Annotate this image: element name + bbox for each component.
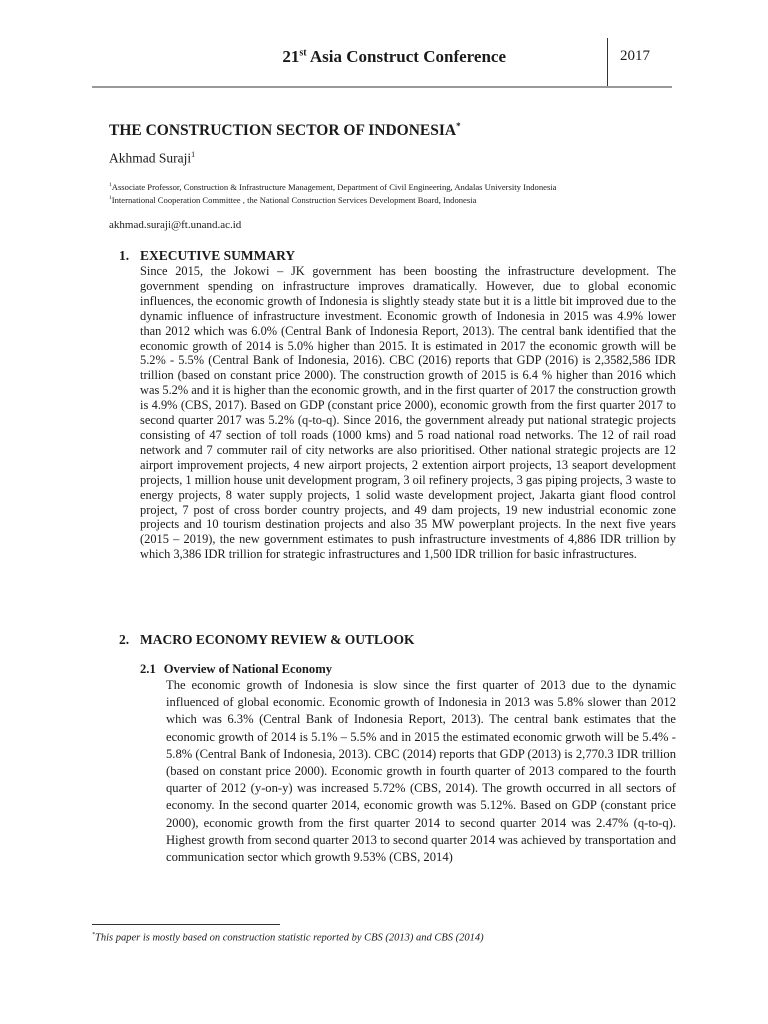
affiliation-2 (109, 195, 476, 205)
conference-title (282, 47, 506, 67)
national-economy-body: The economic growth of Indonesia is slow since the first quarter of 2013 due to the dynamic influenced of global economic. Economic growth of Indonesia in 2013 was 5.8% slower than 2012 which was 6.3% (Central Bank of Indonesia Report, 2013). The central bank estimates that the economic growth of 2014 is 5.1% – 5.5% and in 2015 the estimated economic grwoth will be 5.4% - 5.8% (Central Bank of Indonesia, 2013). CBC (2014) reports that GDP (2013) is 2,770.3 IDR trillion (based on constant price 2000). Economic growth in fourth quarter of 2013 compared to the fourth quarter of 2012 (y-on-y) was increased 5.72% (CBS, 2014). The growth occurred in all sectors of economy. In the second quarter 2014, economic growth was 5.12%. Based on GDP (constant price 2000), economic growth from the first quarter 2014 to second quarter 2014 was 2.47% (q-to-q). Highest growth from second quarter 2013 to second quarter 2014 was achieved by transportation and communication sector which growth 9.53% (CBS, 2014) (166, 678, 676, 865)
footnote-mark: * (92, 932, 95, 938)
conference-name: Asia Construct Conference (306, 47, 506, 66)
footnote-rule (92, 924, 280, 925)
section-number: 1. (119, 248, 130, 263)
affiliation-mark: 1 (109, 182, 112, 189)
author-affiliation-mark: 1 (191, 150, 196, 159)
affiliation-mark: 1 (109, 195, 112, 202)
author-name: Akhmad Suraji (109, 150, 192, 166)
conference-year: 2017 (620, 48, 650, 64)
affiliation-text: International Cooperation Committee , the National Construction Services Development Board, Indonesia (111, 195, 477, 205)
conference-number-suffix: st (299, 47, 307, 59)
paper-title (109, 121, 461, 140)
executive-summary-body: Since 2015, the Jokowi – JK government has been boosting the infrastructure development. The government spending on infrastructure improves dramatically. However, due to global economic influences, the economic growth of Indonesia is slightly steady state but it is a little bit improved due to the dynamic influence of infrastructure investment. Economic growth of Indonesia in 2015 was 4.9% lower than 2012 which was 6.0% (Central Bank of Indonesia Report, 2013). The central bank identified that the economic growth of 2014 is 5.0% higher than 2015. It is estimated in 2017 the economic growth will be 5.2% - 5.5% (Central Bank of Indonesia, 2016). CBC (2016) reports that GDP (2016) is 2,3582,586 IDR trillion (based on constant price 2000). The construction growth of 2015 is 6.4 % higher than 2016 which was 5.2% and it is higher than the economic growth, and in the first quarter of 2017 the construction growth is 4.9% (CBS, 2017). Based on GDP (constant price 2000), economic growth from the first quarter 2017 to second quarter 2017 was 5.2% (q-to-q). Since 2016, the government already put national strategic projects consisting of 47 section of toll roads (1000 kms) and 5 road national road networks. The 12 of rail road network and 7 commuter rail of city networks are also prioritised. Other national strategic projects are 12 airport improvement projects, 4 new airport projects, 2 extention airport projects, 13 seaport development projects, 1 million house unit development program, 3 oil refinery projects, 3 gas piping projects, 3 waste to energy projects, 8 water supply projects, 1 solid waste development project, Jakarta giant flood control project, 7 post of cross border country projects, and 49 dam projects, 19 new industrial economic zone projects and 10 tourism destination projects and also 35 MW powerplant projects. In the next five years (2015 – 2019), the new government estimates to push infrastructure investments of 4,886 IDR trillion by which 3,386 IDR trillion for strategic infrastructures and 1,500 IDR trillion for basic infrastructures. (140, 264, 676, 562)
footnote (92, 932, 484, 944)
paper-title-text: THE CONSTRUCTION SECTOR OF INDONESIA (109, 122, 457, 140)
affiliation-text: Associate Professor, Construction & Infrastructure Management, Department of Civil Engineering, Andalas University Indonesia (111, 182, 557, 192)
header-divider (607, 38, 608, 86)
subsection-number: 2.1 (140, 662, 156, 676)
section-title: MACRO ECONOMY REVIEW & OUTLOOK (140, 632, 415, 647)
author-email: akhmad.suraji@ft.unand.ac.id (109, 219, 242, 231)
paper-title-footnote-mark: * (456, 121, 461, 131)
subsection-heading-2-1 (140, 662, 332, 677)
footnote-text: This paper is mostly based on construction statistic reported by CBS (2013) and CBS (2014) (95, 932, 484, 944)
affiliation-1 (109, 182, 557, 192)
header-rule (92, 86, 672, 88)
subsection-title: Overview of National Economy (163, 662, 332, 676)
page-header (92, 38, 672, 86)
section-title: EXECUTIVE SUMMARY (140, 248, 296, 263)
conference-number: 21 (282, 47, 300, 66)
author (109, 150, 195, 167)
section-number: 2. (119, 632, 130, 647)
